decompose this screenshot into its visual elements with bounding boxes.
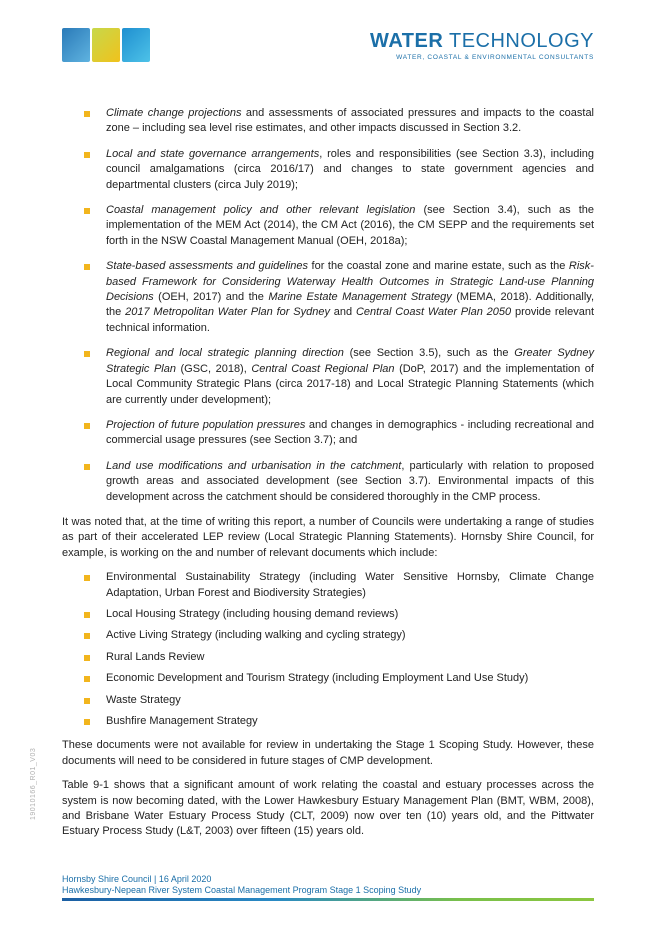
paragraph-dated-studies: Table 9-1 shows that a significant amount of work relating the coastal and estuary processes across the system is now becoming dated, with the Lower Hawkesbury Estuary Management Plan (BMT, WBM, 2008), and Brisbane Water Estuary Process Study (CLT, 2009) now over ten (10) years old, and the Pittwater Estuary Process Study (L&T, 2003) over fifteen (15) years old. <box>62 779 594 838</box>
list-item: Land use modifications and urbanisation in the catchment, particularly with relation to proposed growth areas and associated development (see Section 3.7). Environmental impacts of this development across the catchment should be considered thoroughly in the CMP process. <box>62 459 594 505</box>
paragraph-documents-note: These documents were not available for review in undertaking the Stage 1 Scoping Study. However, these documents will need to be considered in future stages of CMP development. <box>62 739 594 767</box>
page-body <box>62 106 594 849</box>
brand-name: WATER TECHNOLOGY <box>370 30 594 52</box>
list-item: Active Living Strategy (including walking and cycling strategy) <box>62 628 594 643</box>
document-id: 19010166_R01_V03 <box>30 747 37 820</box>
list-item: Projection of future population pressures and changes in demographics - including recreational and commercial usage pressures (see Section 3.7); and <box>62 418 594 449</box>
list-item: Rural Lands Review <box>62 650 594 665</box>
client-logo <box>62 28 150 62</box>
list-item: Environmental Sustainability Strategy (including Water Sensitive Hornsby, Climate Change Adaptation, Urban Forest and Biodiversity Strategies) <box>62 570 594 601</box>
logo-tile-yellow <box>92 28 120 62</box>
list-item: Economic Development and Tourism Strategy (including Employment Land Use Study) <box>62 671 594 686</box>
list-item: Coastal management policy and other relevant legislation (see Section 3.4), such as the implementation of the MEM Act (2014), the CM Act (2016), the CM SEPP and the requirements set forth in the NSW Coastal Management Manual (OEH, 2018a); <box>62 203 594 249</box>
logo-tile-blue <box>62 28 90 62</box>
list-item: Local and state governance arrangements, roles and responsibilities (see Section 3.3), including council amalgamations (circa 2016/17) and changes to state government agencies and departmental clusters (circa July 2019); <box>62 147 594 193</box>
paragraph-lep-review: It was noted that, at the time of writing this report, a number of Councils were undertaking a range of studies as part of their accelerated LEP review (Local Strategic Planning Statements). Hornsby Shire Council, for example, is working on the and number of relevant documents which include: <box>62 515 594 559</box>
influences-list <box>62 106 594 505</box>
list-item: Waste Strategy <box>62 693 594 708</box>
list-item: Climate change projections and assessments of associated pressures and impacts to the coastal zone – including sea level rise estimates, and other impacts discussed in Section 3.2. <box>62 106 594 137</box>
brand-tagline: WATER, COASTAL & ENVIRONMENTAL CONSULTANTS <box>396 54 594 61</box>
documents-list <box>62 570 594 729</box>
logo-tile-cyan <box>122 28 150 62</box>
list-item: Regional and local strategic planning direction (see Section 3.5), such as the Greater Sydney Strategic Plan (GSC, 2018), Central Coast Regional Plan (DoP, 2017) and the implementation of Local Community Strategic Plans (circa 2017-18) and Local Strategic Planning Statements (which are currently under development); <box>62 346 594 408</box>
footer-divider <box>62 898 594 901</box>
water-technology-logo <box>370 30 594 61</box>
list-item: Local Housing Strategy (including housing demand reviews) <box>62 607 594 622</box>
list-item: State-based assessments and guidelines for the coastal zone and marine estate, such as the Risk-based Framework for Considering Waterway Health Outcomes in Strategic Land-use Planning Decisions (OEH, 2017) and the Marine Estate Management Strategy (MEMA, 2018). Additionally, the 2017 Metropolitan Water Plan for Sydney and Central Coast Water Plan 2050 provide relevant technical information. <box>62 259 594 336</box>
page-footer <box>62 874 421 896</box>
footer-client-date: Hornsby Shire Council | 16 April 2020 <box>62 874 212 884</box>
list-item: Bushfire Management Strategy <box>62 714 594 729</box>
footer-report-title: Hawkesbury-Nepean River System Coastal Management Program Stage 1 Scoping Study <box>62 885 422 895</box>
